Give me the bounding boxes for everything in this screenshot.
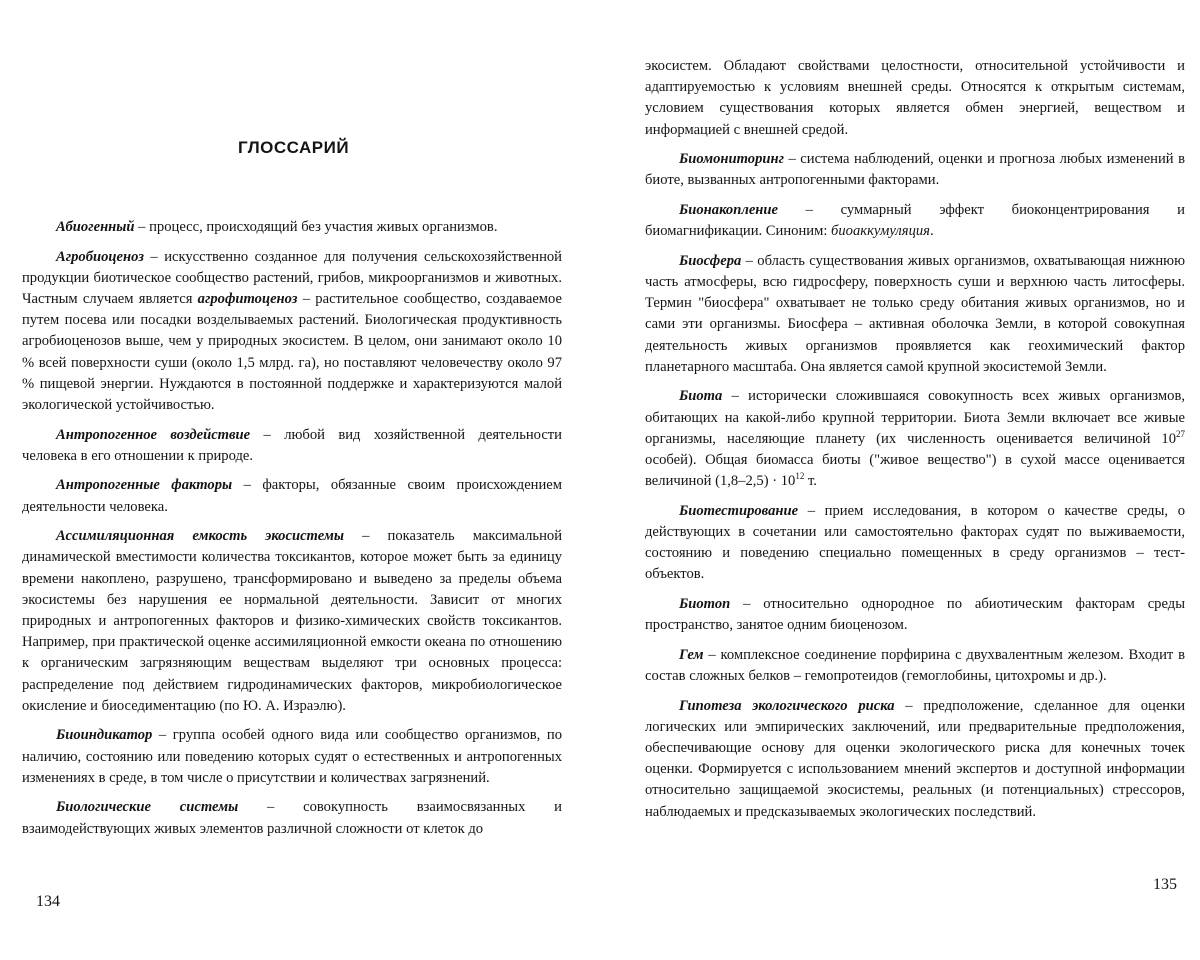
- entry-term: Ассимиляционная емкость экосистемы: [56, 528, 344, 545]
- entry-definition-cont: т.: [804, 473, 817, 490]
- entry-definition: – предположение, сделанное для оценки логических или эмпирических заключений, или предварительные предположения, обеспечивающие основу для оценки экологического риска для конечных точек оценки. Формируется с использованием мнений экспертов и доступной информации относительно защищаемой экосистемы, реальных (и потенциальных) стрессоров, наблюдаемых и предсказываемых экологических последствий.: [645, 697, 1186, 820]
- page-title: ГЛОССАРИЙ: [238, 138, 350, 157]
- exponent: 12: [795, 471, 805, 482]
- entry-term: Бионакопление: [679, 202, 778, 218]
- glossary-entry: [22, 475, 562, 517]
- glossary-entry: [645, 149, 1185, 191]
- glossary-entry: [645, 200, 1185, 242]
- glossary-entry: [22, 217, 562, 238]
- entry-term: Биотестирование: [679, 502, 799, 519]
- glossary-entry: [22, 425, 562, 467]
- entry-term: Биосфера: [679, 252, 742, 269]
- page-number: 135: [1153, 876, 1177, 893]
- page-number: 134: [36, 893, 60, 910]
- entry-definition: – суммарный эффект биоконцентрирования и биомагнификации. Синоним:: [645, 202, 1185, 240]
- entry-definition: – показатель максимальной динамической вместимости количества токсикантов, которое может быть за единицу времени накоплено, разрушено, трансформировано и выведено за пределы объема экосистемы без нарушения ее нормальной деятельности. Зависит от многих природных и антропогенных факторов и физико-химических свойств токсикантов. Например, при практической оценке ассимиляционной емкости океана по отношению к органическим загрязняющим веществам выделяют три основных процесса: распределение под действием гидродинамических факторов, микробиологическое окисление и биоседиментацию (по Ю. А. Израэлю).: [22, 528, 563, 714]
- entry-definition-cont: – растительное сообщество, создаваемое путем посева или посадки возделываемых растений. Биологическая продуктивность агробиоценозов выше, чем у природных экосистем. В целом, они занимают около 10 % всей поверхности суши (около 1,5 млрд. га), но поставляют человечеству около 97 % пищевой энергии. Нуждаются в постоянной поддержке и характеризуются малой экологической устойчивостью.: [22, 291, 562, 414]
- entry-continuation: экосистем. Обладают свойствами целостности, относительной устойчивости и адаптируемостью к условиям внешней среды. Относятся к открытым системам, условием существования которых является обмен энергией, веществом и информацией с внешней средой.: [645, 58, 1185, 138]
- right-page: [605, 0, 1200, 960]
- entry-term: Антропогенные факторы: [56, 477, 233, 494]
- glossary-entry: [22, 725, 562, 789]
- right-column: [645, 56, 1185, 831]
- glossary-entry: [22, 247, 562, 417]
- glossary-entry: [22, 526, 562, 717]
- entry-definition: – факторы, обязанные своим происхождением деятельности человека.: [22, 477, 563, 515]
- entry-definition: – относительно однородное по абиотическим факторам среды пространство, занятое одним биоценозом.: [645, 596, 1185, 634]
- entry-term: Биомониторинг: [679, 151, 784, 168]
- entry-definition: – область существования живых организмов, охватывающая нижнюю часть атмосферы, всю гидросферу, поверхность суши и верхнюю часть литосферы. Термин "биосфера" охватывает не только среду обитания живых организмов, но и сами эти организмы. Биосфера – активная оболочка Земли, в которой совокупная деятельность живых организмов проявляется как геохимический фактор планетарного масштаба. Она является самой крупной экосистемой Земли.: [645, 252, 1185, 375]
- entry-term: Биота: [679, 388, 723, 405]
- entry-definition: – комплексное соединение порфирина с двухвалентным железом. Входит в состав сложных белков – гемопротеидов (гемоглобины, цитохромы и др.).: [645, 646, 1185, 685]
- glossary-entry: [645, 696, 1185, 823]
- left-page: [0, 0, 590, 960]
- glossary-entry: [645, 386, 1185, 492]
- entry-definition: – группа особей одного вида или сообщество организмов, по наличию, состоянию или поведению которых судят о естественных и антропогенных изменениях в среде, в том числе о присутствии и количествах загрязнений.: [22, 727, 562, 786]
- exponent: 27: [1176, 428, 1185, 439]
- entry-subterm: агрофитоценоз: [197, 291, 298, 307]
- entry-term: Биоиндикатор: [56, 727, 153, 744]
- entry-definition: – искусственно созданное для получения сельскохозяйственной продукции биотическое сообщество растений, грибов, микроорганизмов и животных. Частным случаем является: [22, 248, 562, 307]
- entry-term: Абиогенный: [56, 219, 135, 235]
- entry-term: Гем: [679, 646, 704, 663]
- entry-definition: – прием исследования, в котором о качестве среды, о действующих в сочетании или самостоятельно факторах судят по выживаемости, состоянию и поведению специально помещенных в среду организмов – тест-объектов.: [645, 502, 1185, 583]
- entry-definition: – совокупность взаимосвязанных и взаимодействующих живых элементов различной сложности от клеток до: [22, 799, 562, 837]
- entry-definition-cont: .: [929, 223, 934, 240]
- glossary-entry: [645, 645, 1185, 687]
- glossary-entry: [645, 594, 1185, 636]
- entry-synonym: биоаккумуляция: [831, 223, 930, 240]
- glossary-entry: [645, 251, 1185, 378]
- entry-term: Гипотеза экологического риска: [679, 697, 895, 714]
- glossary-entry: [22, 797, 562, 839]
- entry-term: Антропогенное воздействие: [56, 426, 251, 443]
- entry-term: Агробиоценоз: [56, 248, 144, 265]
- entry-term: Биотоп: [679, 596, 731, 613]
- entry-definition: – исторически сложившаяся совокупность всех живых организмов, обитающих на какой-либо крупной территории. Биота Земли включает все живые организмы, населяющие планету (их численность оценивается величиной 10: [645, 388, 1185, 447]
- entry-definition-cont: особей). Общая биомасса биоты ("живое вещество") в сухой массе оценивается величиной (1,8–2,5) · 10: [645, 452, 1185, 490]
- entry-term: Биологические системы: [56, 799, 239, 816]
- left-column: [22, 217, 562, 848]
- entry-definition: – любой вид хозяйственной деятельности человека в его отношении к природе.: [22, 426, 562, 464]
- entry-definition: – процесс, происходящий без участия живых организмов.: [134, 219, 498, 235]
- glossary-entry: [645, 501, 1185, 586]
- entry-definition: – система наблюдений, оценки и прогноза любых изменений в биоте, вызванных антропогенными факторами.: [645, 151, 1185, 189]
